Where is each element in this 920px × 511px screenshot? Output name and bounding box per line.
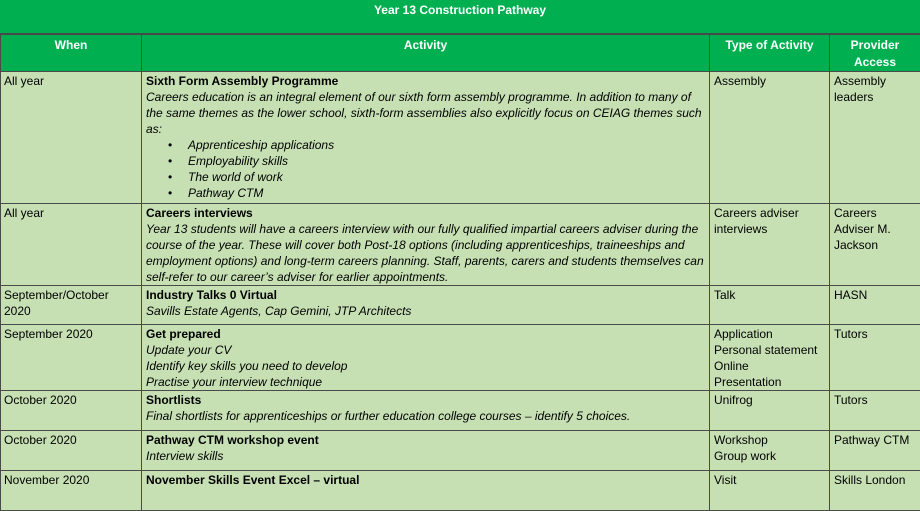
activity-line: Practise your interview technique [146, 374, 705, 390]
provider-cell: Tutors [830, 391, 920, 431]
when-cell: September/October 2020 [1, 286, 142, 325]
activity-cell [142, 325, 710, 391]
page-title: Year 13 Construction Pathway [0, 0, 920, 34]
activity-cell [142, 72, 710, 204]
when-cell: September 2020 [1, 325, 142, 391]
activity-cell [142, 471, 710, 511]
when-cell: All year [1, 204, 142, 286]
list-item: • Employability skills [188, 153, 705, 169]
header-type-of-activity: Type of Activity [710, 35, 830, 72]
type-cell: Careers adviser interviews [710, 204, 830, 286]
list-item: • Pathway CTM [188, 185, 705, 201]
pathway-table [0, 34, 920, 511]
activity-title: Industry Talks 0 Virtual [146, 287, 705, 303]
list-item: • Apprenticeship applications [188, 137, 705, 153]
header-when: When [1, 35, 142, 72]
provider-cell: Tutors [830, 325, 920, 391]
activity-title: Sixth Form Assembly Programme [146, 73, 705, 89]
table-row [1, 431, 920, 471]
provider-cell: Skills London [830, 471, 920, 511]
activity-title: November Skills Event Excel – virtual [146, 472, 705, 488]
table-row [1, 286, 920, 325]
activity-title: Pathway CTM workshop event [146, 432, 705, 448]
type-line: Workshop [714, 432, 825, 448]
table-row [1, 204, 920, 286]
type-line: Online [714, 358, 825, 374]
type-line: Presentation [714, 374, 825, 390]
activity-cell [142, 391, 710, 431]
activity-bullet-list [146, 137, 705, 201]
when-cell: All year [1, 72, 142, 204]
header-activity: Activity [142, 35, 710, 72]
activity-line: Update your CV [146, 342, 705, 358]
when-cell: October 2020 [1, 431, 142, 471]
provider-cell: Pathway CTM [830, 431, 920, 471]
type-cell: Unifrog [710, 391, 830, 431]
activity-title: Careers interviews [146, 205, 705, 221]
activity-cell [142, 286, 710, 325]
activity-description: Interview skills [146, 448, 705, 464]
activity-description: Savills Estate Agents, Cap Gemini, JTP Architects [146, 303, 705, 319]
type-cell [710, 325, 830, 391]
activity-cell [142, 204, 710, 286]
activity-description: Careers education is an integral element of our sixth form assembly programme. In addition to many of the same themes as the lower school, sixth-form assemblies also explicitly focus on CEIAG themes such as: [146, 89, 705, 137]
type-line: Application [714, 326, 825, 342]
activity-description: Final shortlists for apprenticeships or further education college courses – identify 5 choices. [146, 408, 705, 424]
table-row [1, 471, 920, 511]
type-cell [710, 431, 830, 471]
type-cell: Visit [710, 471, 830, 511]
activity-cell [142, 431, 710, 471]
activity-title: Shortlists [146, 392, 705, 408]
table-header-row [1, 35, 920, 72]
provider-cell: HASN [830, 286, 920, 325]
activity-line: Identify key skills you need to develop [146, 358, 705, 374]
table-row [1, 325, 920, 391]
activity-description: Year 13 students will have a careers interview with our fully qualified impartial careers adviser during the course of the year. These will cover both Post-18 options (including apprenticeships, traineeships and employment options) and long-term careers planning. Staff, parents, carers and students themselves can self-refer to our career’s adviser for earlier appointments. [146, 221, 705, 285]
table-row [1, 391, 920, 431]
type-line: Personal statement [714, 342, 825, 358]
provider-cell: Careers Adviser M. Jackson [830, 204, 920, 286]
type-cell: Assembly [710, 72, 830, 204]
when-cell: October 2020 [1, 391, 142, 431]
list-item: • The world of work [188, 169, 705, 185]
type-line: Group work [714, 448, 825, 464]
activity-title: Get prepared [146, 326, 705, 342]
table-row [1, 72, 920, 204]
type-cell: Talk [710, 286, 830, 325]
when-cell: November 2020 [1, 471, 142, 511]
header-provider-access: Provider Access [830, 35, 920, 72]
provider-cell: Assembly leaders [830, 72, 920, 204]
